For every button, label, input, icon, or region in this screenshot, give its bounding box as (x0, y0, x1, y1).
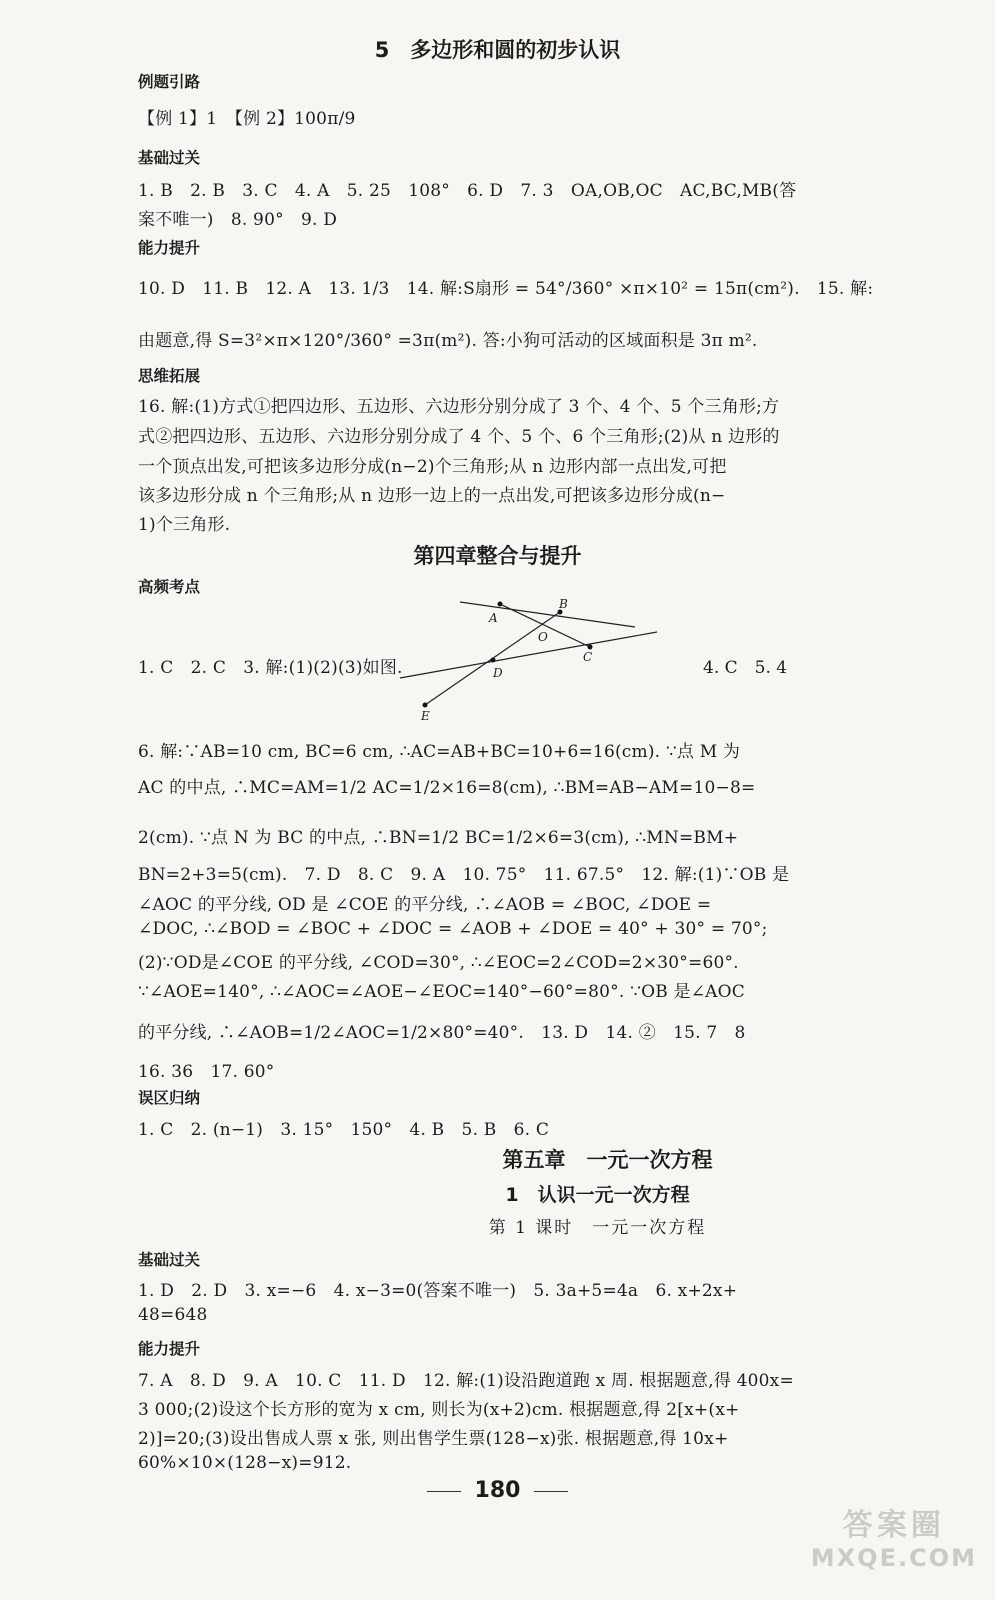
answer-line: 案不唯一) 8. 90° 9. D (138, 210, 338, 230)
answer-line: 10. D 11. B 12. A 13. 1/3 14. 解:S扇形 = 54°/360° ×π×10² = 15π(cm²). 15. 解: (138, 279, 874, 299)
answer-line: AC 的中点, ∴MC=AM=1/2 AC=1/2×16=8(cm), ∴BM=AB−AM=10−8= (138, 778, 756, 798)
chapter4-title: 第四章整合与提升 (413, 544, 582, 568)
page-number: 180 (0, 1478, 995, 1503)
point-c (588, 645, 593, 650)
watermark-logo: 答案圈 MXQE.COM (810, 1508, 977, 1572)
answer-line: 60%×10×(128−x)=912. (138, 1453, 352, 1473)
heading-ability: 能力提升 (138, 1340, 201, 1358)
heading-ability: 能力提升 (138, 239, 201, 257)
label-b: B (559, 597, 568, 611)
point-d (491, 658, 496, 663)
answer-line: 1. C 2. (n−1) 3. 15° 150° 4. B 5. B 6. C (138, 1120, 550, 1140)
answer-line: 1. C 2. C 3. 解:(1)(2)(3)如图. (138, 658, 403, 678)
answer-line: 1. B 2. B 3. C 4. A 5. 25 108° 6. D 7. 3 OA,OB,OC AC,BC,MB(答 (138, 181, 797, 201)
section-title: 5 多边形和圆的初步认识 (374, 38, 621, 62)
answer-line: 1)个三角形. (138, 515, 231, 535)
answer-line: ∵∠AOE=140°, ∴∠AOC=∠AOE−∠EOC=140°−60°=80°. ∵OB 是∠AOC (138, 982, 745, 1002)
point-e (423, 703, 428, 708)
answer-line: 7. A 8. D 9. A 10. C 11. D 12. 解:(1)设沿跑道跑 x 周. 根据题意,得 400x= (138, 1371, 794, 1391)
answer-line: ∠AOC 的平分线, OD 是 ∠COE 的平分线, ∴∠AOB = ∠BOC, ∠DOE = (138, 895, 712, 915)
answer-line: 由题意,得 S=3²×π×120°/360° =3π(m²). 答:小狗可活动的区域面积是 3π m². (138, 331, 758, 351)
heading-mistakes: 误区归纳 (138, 1089, 201, 1107)
example-answers: 【例 1】1 【例 2】100π/9 (138, 109, 356, 129)
heading-high-freq: 高频考点 (138, 578, 201, 596)
answer-line: ∠DOC, ∴∠BOD = ∠BOC + ∠DOC = ∠AOB + ∠DOE = 40° + 30° = 70°; (138, 919, 768, 939)
lesson-title: 第 1 课时 一元一次方程 (488, 1218, 707, 1238)
answer-line: BN=2+3=5(cm). 7. D 8. C 9. A 10. 75° 11. 67.5° 12. 解:(1)∵OB 是 (138, 865, 790, 885)
answer-line: 4. C 5. 4 (703, 658, 788, 678)
answer-line: 的平分线, ∴∠AOB=1/2∠AOC=1/2×80°=40°. 13. D 14. ② 15. 7 8 (138, 1023, 746, 1043)
heading-basic: 基础过关 (138, 149, 201, 167)
answer-line: 2)]=20;(3)设出售成人票 x 张, 则出售学生票(128−x)张. 根据题意,得 10x+ (138, 1429, 729, 1449)
answer-line: 2(cm). ∵点 N 为 BC 的中点, ∴BN=1/2 BC=1/2×6=3(cm), ∴MN=BM+ (138, 828, 739, 848)
label-o: O (538, 630, 548, 644)
answer-line: 16. 36 17. 60° (138, 1062, 275, 1082)
answer-line: 3 000;(2)设这个长方形的宽为 x cm, 则长为(x+2)cm. 根据题意,得 2[x+(x+ (138, 1400, 740, 1420)
chapter5-subtitle: 1 认识一元一次方程 (505, 1184, 690, 1206)
label-a: A (489, 611, 498, 625)
answer-line: 该多边形分成 n 个三角形;从 n 边形一边上的一点出发,可把该多边形分成(n− (138, 486, 726, 506)
answer-line: 1. D 2. D 3. x=−6 4. x−3=0(答案不唯一) 5. 3a+5=4a 6. x+2x+ (138, 1281, 738, 1301)
geometry-figure (395, 592, 665, 724)
heading-extension: 思维拓展 (138, 367, 201, 385)
answer-line: 48=648 (138, 1305, 208, 1325)
answer-line: 6. 解:∵AB=10 cm, BC=6 cm, ∴AC=AB+BC=10+6=16(cm). ∵点 M 为 (138, 742, 741, 762)
answer-line: (2)∵OD是∠COE 的平分线, ∠COD=30°, ∴∠EOC=2∠COD=2×30°=60°. (138, 953, 739, 973)
line-dc-ray (400, 632, 657, 678)
chapter5-title: 第五章 一元一次方程 (502, 1148, 713, 1172)
label-c: C (583, 650, 593, 664)
point-a (498, 602, 503, 607)
label-d: D (493, 666, 503, 680)
label-e: E (421, 709, 430, 723)
answer-line: 16. 解:(1)方式①把四边形、五边形、六边形分别分成了 3 个、4 个、5 个三角形;方 (138, 397, 780, 417)
line-ab-ray (460, 602, 635, 627)
answer-line: 一个顶点出发,可把该多边形分成(n−2)个三角形;从 n 边形内部一点出发,可把 (138, 457, 727, 477)
heading-example: 例题引路 (138, 73, 201, 91)
heading-basic: 基础过关 (138, 1251, 201, 1269)
answer-line: 式②把四边形、五边形、六边形分别分成了 4 个、5 个、6 个三角形;(2)从 n 边形的 (138, 427, 780, 447)
